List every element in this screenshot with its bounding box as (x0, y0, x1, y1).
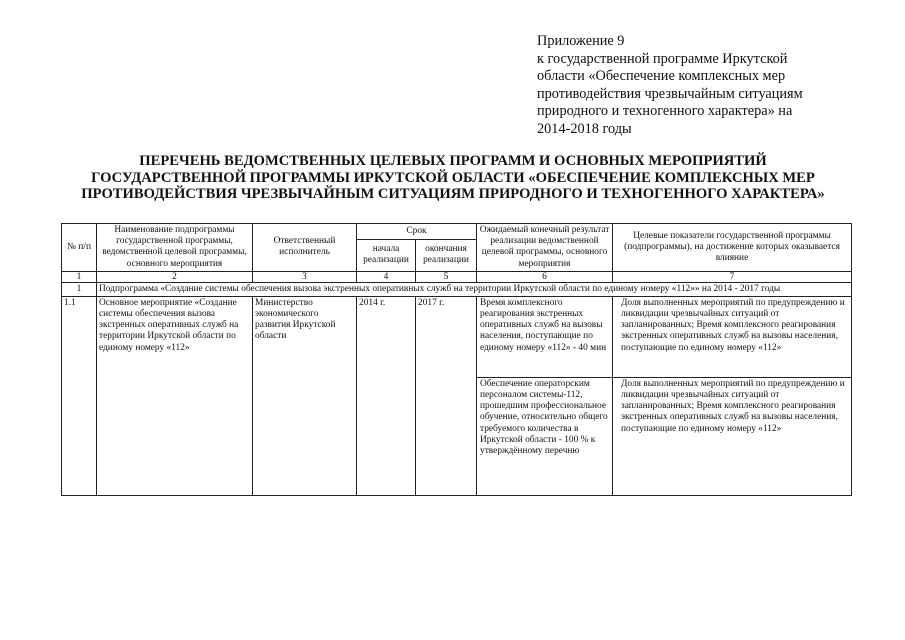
indicator-item: Доля выполненных мероприятий по предупреждению и ликвидации чрезвычайных ситуаций от запланированных; Время комплексного реагирования экстренных оперативных служб на вызовы населения, поступающие по единому номеру «112» (621, 378, 845, 434)
programs-table (61, 223, 852, 496)
title-line: ПРОТИВОДЕЙСТВИЯ ЧРЕЗВЫЧАЙНЫМ СИТУАЦИЯМ ПРИРОДНОГО И ТЕХНОГЕННОГО ХАРАКТЕРА» (81, 186, 825, 202)
subprogram-text: Подпрограмма «Создание системы обеспечения вызова экстренных оперативных служб на территории Иркутской области по единому номеру «112»» на 2014 - 2017 годы (97, 282, 852, 296)
appendix-line: Приложение 9 (537, 33, 625, 49)
row-executor: Министерство экономического развития Иркутской области (253, 296, 357, 495)
row-name: Основное мероприятие «Создание системы обеспечения вызова экстренных оперативных служб на территории Иркутской области по единому номеру «112» (97, 296, 253, 495)
col-number: 1 (62, 271, 97, 282)
col-number: 7 (613, 271, 852, 282)
appendix-line: природного и техногенного характера» на (537, 103, 793, 120)
col-number: 2 (97, 271, 253, 282)
col-number: 4 (357, 271, 416, 282)
col-number: 3 (253, 271, 357, 282)
table-row (62, 296, 852, 495)
title-line: ГОСУДАРСТВЕННОЙ ПРОГРАММЫ ИРКУТСКОЙ ОБЛАСТИ «ОБЕСПЕЧЕНИЕ КОМПЛЕКСНЫХ МЕР (91, 169, 815, 186)
row-start: 2014 г. (357, 296, 416, 495)
col-number: 5 (416, 271, 477, 282)
column-numbers-row (62, 271, 852, 282)
header-num: № п/п (62, 224, 97, 272)
appendix-line: области «Обеспечение комплексных мер (537, 68, 786, 85)
appendix-note (537, 33, 867, 139)
title-line: ПЕРЕЧЕНЬ ВЕДОМСТВЕННЫХ ЦЕЛЕВЫХ ПРОГРАММ И ОСНОВНЫХ МЕРОПРИЯТИЙ (139, 153, 767, 169)
header-end: окончания реализации (416, 239, 477, 271)
header-start: начала реализации (357, 239, 416, 271)
result-item: Время комплексного реагирования экстренных оперативных служб на вызовы населения, поступающие по единому номеру «112» - 40 мин (477, 297, 612, 378)
row-result (477, 296, 613, 495)
row-num: 1.1 (62, 296, 97, 495)
header-term: Срок (357, 224, 477, 240)
indicator-item: Доля выполненных мероприятий по предупреждению и ликвидации чрезвычайных ситуаций от запланированных; Время комплексного реагирования экстренных оперативных служб на вызовы населения, поступающие по единому номеру «112» (613, 297, 851, 378)
appendix-line: 2014-2018 годы (537, 120, 632, 137)
subprogram-num: 1 (62, 282, 97, 296)
col-number: 6 (477, 271, 613, 282)
header-row (62, 224, 852, 240)
document-title (60, 153, 846, 203)
row-end: 2017 г. (416, 296, 477, 495)
result-item: Обеспечение операторским персоналом системы-112, прошедшим профессиональное обучение, относительно общего требуемого количества в Иркутской области - 100 % к утверждённому перечню (480, 378, 608, 457)
subprogram-row (62, 282, 852, 296)
header-indicators: Целевые показатели государственной программы (подпрограммы), на достижение которых оказывается влияние (613, 224, 852, 272)
row-indicators (613, 296, 852, 495)
header-name: Наименование подпрограммы государственной программы, ведомственной целевой программы, основного мероприятия (97, 224, 253, 272)
appendix-line: к государственной программе Иркутской (537, 50, 788, 67)
appendix-line: противодействия чрезвычайным ситуациям (537, 85, 803, 102)
header-executor: Ответственный исполнитель (253, 224, 357, 272)
header-result: Ожидаемый конечный результат реализации ведомственной целевой программы, основного мероприятия (477, 224, 613, 272)
